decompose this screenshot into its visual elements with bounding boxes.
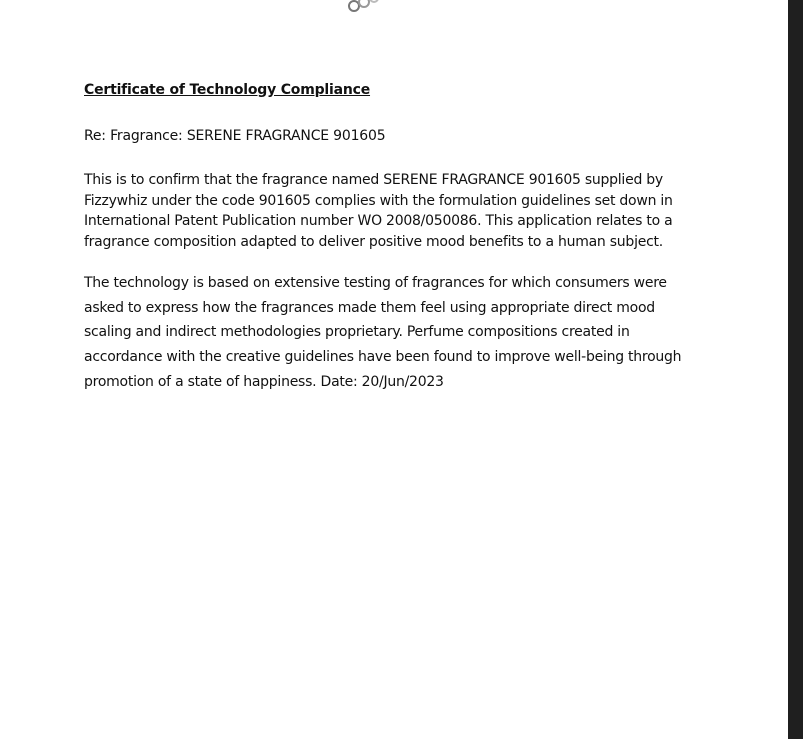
document-reference: Re: Fragrance: SERENE FRAGRANCE 901605	[84, 128, 386, 144]
document-paragraph-2: The technology is based on extensive testing of fragrances for which consumers were asked to express how the fragrances made them feel using appropriate direct mood scaling and indirect methodologies proprietary. Perfume compositions created in accordance with the creative guidelines have been found to improve well-being through promotion of a state of happiness. Date: 20/Jun/2023	[84, 274, 682, 390]
document-body	[84, 80, 688, 394]
window-edge	[788, 0, 803, 739]
circles-logo-icon	[340, 0, 390, 16]
document-title: Certificate of Technology Compliance	[84, 82, 371, 98]
document-paragraph-1: This is to confirm that the fragrance named SERENE FRAGRANCE 901605 supplied by Fizzywhiz under the code 901605 complies with the formulation guidelines set down in International Patent Publication number WO 2008/050086. This application relates to a fragrance composition adapted to deliver positive mood benefits to a human subject.	[84, 172, 673, 251]
